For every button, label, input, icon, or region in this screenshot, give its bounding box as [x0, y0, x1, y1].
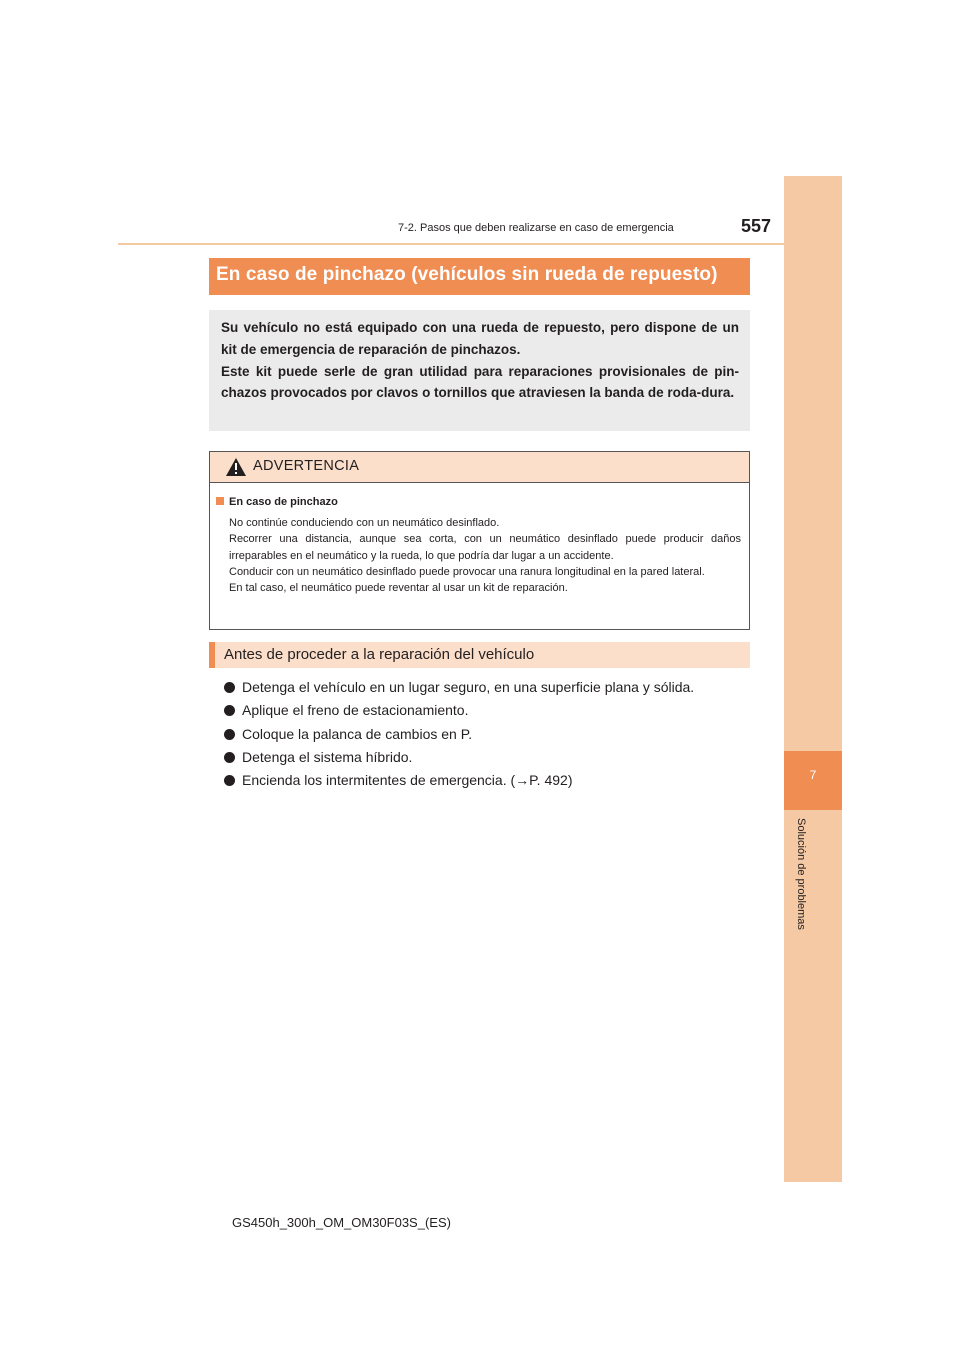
list-item	[224, 699, 694, 722]
warning-subtitle-text: En caso de pinchazo	[229, 496, 338, 508]
header-rule	[118, 243, 842, 245]
chapter-label: Solución de problemas	[795, 818, 807, 930]
list-item-text: Encienda los intermitentes de emergencia. (→P. 492)	[242, 772, 573, 789]
step-list	[224, 676, 694, 792]
list-item-text: Detenga el vehículo en un lugar seguro, en una superficie plana y sólida.	[242, 679, 695, 695]
bullet-dot-icon	[224, 729, 235, 740]
warning-line: Recorrer una distancia, aunque sea corta, con un neumático desinflado puede producir daños irreparables en el neumático y la rueda, lo que podría dar lugar a un accidente.	[229, 533, 741, 562]
list-item	[224, 746, 694, 769]
list-item-text: Aplique el freno de estacionamiento.	[242, 702, 469, 719]
document-code: GS450h_300h_OM_OM30F03S_(ES)	[232, 1215, 451, 1230]
list-item-text: Detenga el sistema híbrido.	[242, 748, 413, 765]
warning-line: Conducir con un neumático desinflado puede provocar una ranura longitudinal en la pared lateral.	[229, 565, 705, 578]
warning-title: ADVERTENCIA	[253, 458, 360, 474]
title-bar	[209, 258, 750, 295]
warning-line: No continúe conduciendo con un neumático desinflado.	[229, 517, 500, 529]
side-tab	[784, 176, 842, 1182]
warning-body	[229, 515, 741, 596]
bullet-dot-icon	[224, 705, 235, 716]
list-item	[224, 723, 694, 746]
warning-box	[209, 451, 750, 630]
subsection-title: Antes de proceder a la reparación del vehículo	[224, 646, 535, 663]
subsection-bar	[209, 642, 750, 668]
intro-paragraph: Su vehículo no está equipado con una rueda de repuesto, pero dispone de un kit de emergencia de reparación de pinchazos.	[221, 320, 739, 357]
page-title: En caso de pinchazo (vehículos sin rueda de repuesto)	[216, 264, 718, 285]
square-bullet-icon	[216, 497, 224, 505]
warning-triangle-icon	[225, 457, 247, 477]
list-item-text: Coloque la palanca de cambios en P.	[242, 725, 473, 742]
warning-subtitle	[216, 496, 338, 508]
list-item	[224, 676, 694, 699]
section-reference: 7-2. Pasos que deben realizarse en caso de emergencia	[398, 222, 674, 234]
page-number: 557	[741, 216, 772, 236]
chapter-number: 7	[809, 768, 817, 782]
bullet-dot-icon	[224, 682, 235, 693]
warning-header	[210, 452, 749, 483]
intro-box	[209, 310, 750, 431]
bullet-dot-icon	[224, 775, 235, 786]
list-item	[224, 769, 694, 792]
subsection-accent	[209, 642, 215, 668]
warning-line: En tal caso, el neumático puede reventar al usar un kit de reparación.	[229, 582, 568, 595]
bullet-dot-icon	[224, 752, 235, 763]
intro-paragraph: Este kit puede serle de gran utilidad para reparaciones provisionales de pin-chazos provocados por clavos o tornillos que atraviesen la banda de roda-dura.	[221, 363, 739, 401]
